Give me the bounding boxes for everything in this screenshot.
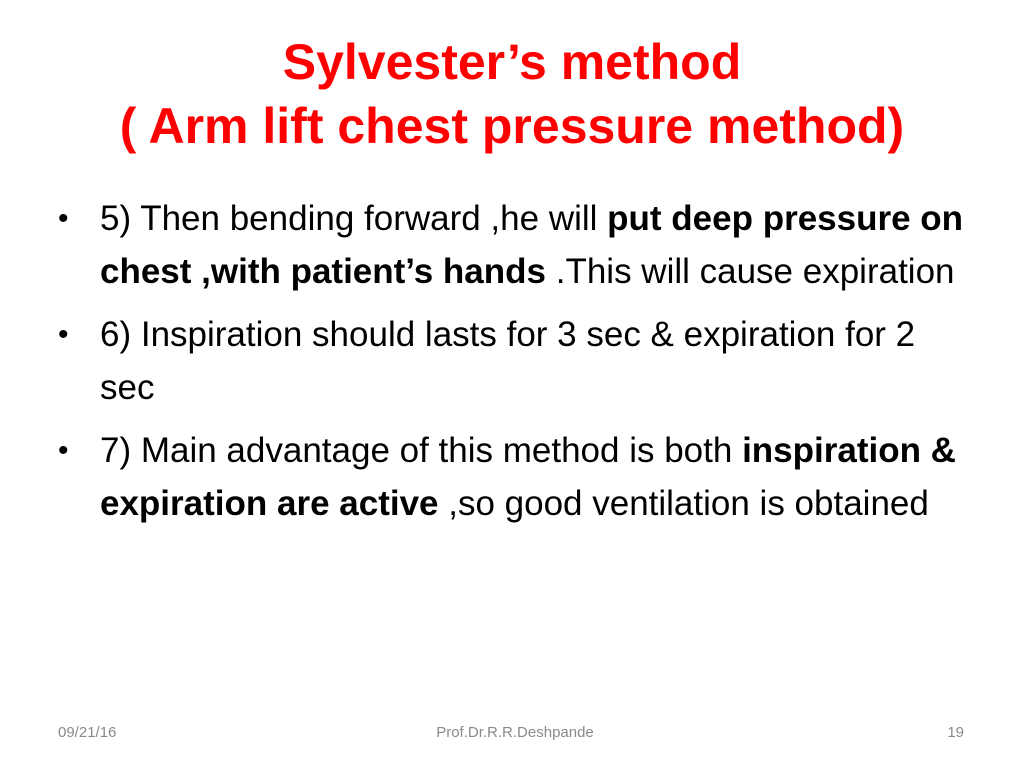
bullet-text-part: 5) Then bending forward ,he will <box>100 199 608 238</box>
bullet-text-part: 7) Main advantage of this method is both <box>100 431 743 470</box>
bullet-text-bold: put deep pressure on chest ,with patient’s hands <box>100 199 964 291</box>
title-line-1: Sylvester’s method <box>282 34 742 90</box>
bullet-text-part: 6) Inspiration should lasts for 3 sec & expiration for 2 sec <box>100 315 916 407</box>
slide-title <box>40 30 984 158</box>
bullet-item <box>58 308 978 414</box>
footer-page-number: 19 <box>947 724 964 741</box>
bullet-item <box>58 192 978 298</box>
bullet-text <box>100 199 963 291</box>
title-line-2: ( Arm lift chest pressure method) <box>119 98 905 154</box>
bullet-text <box>100 315 915 407</box>
bullet-dot-icon: • <box>58 434 69 467</box>
bullet-dot-icon: • <box>58 202 69 235</box>
bullet-text-part: ,so good ventilation is obtained <box>438 484 929 523</box>
bullet-list <box>58 192 978 540</box>
bullet-text-bold: inspiration & expiration are active <box>100 431 956 523</box>
bullet-item <box>58 424 978 530</box>
bullet-dot-icon: • <box>58 318 69 351</box>
bullet-text-part: .This will cause expiration <box>546 252 955 291</box>
footer-date: 09/21/16 <box>58 724 117 741</box>
footer-author: Prof.Dr.R.R.Deshpande <box>436 724 594 741</box>
bullet-text <box>100 431 956 523</box>
